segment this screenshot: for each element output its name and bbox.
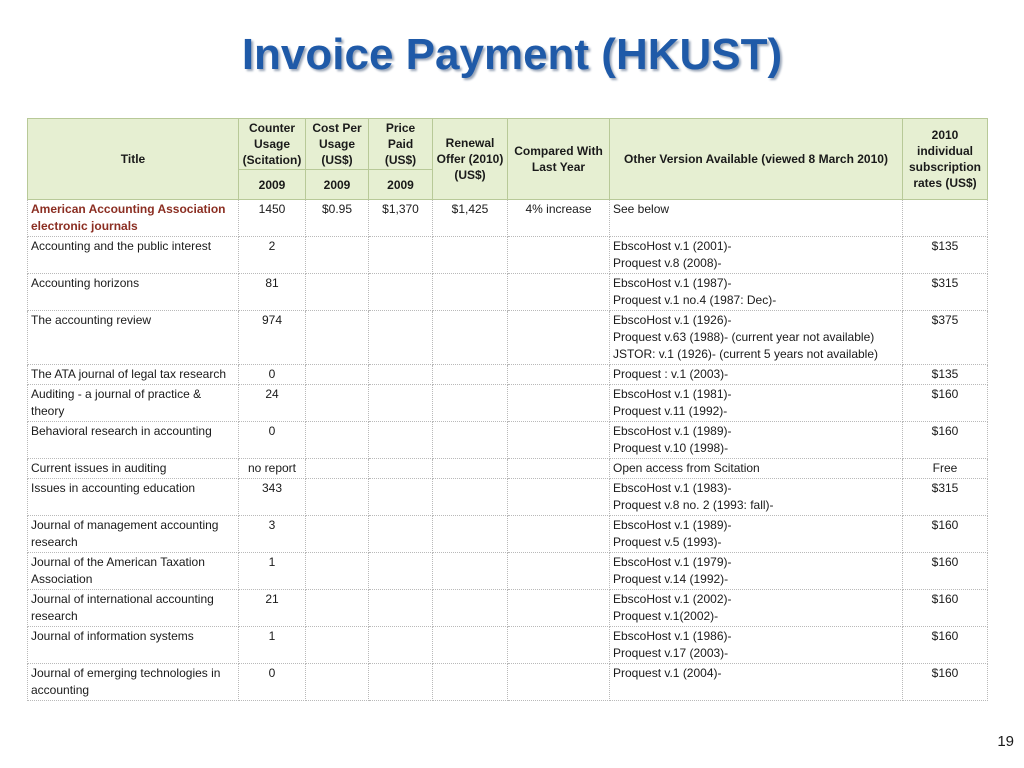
cell-counter-usage: 0: [239, 664, 306, 701]
header-cost-per-usage: Cost Per Usage (US$): [306, 119, 369, 170]
cell-cost-per-usage: [306, 459, 369, 479]
cell-renewal-offer: [433, 422, 508, 459]
cell-compared: [508, 479, 610, 516]
cell-other-version: [610, 365, 903, 385]
cell-compared: [508, 516, 610, 553]
cell-cost-per-usage: [306, 422, 369, 459]
cell-compared: [508, 590, 610, 627]
cell-other-version: [610, 422, 903, 459]
cell-renewal-offer: [433, 237, 508, 274]
cell-title: American Accounting Association electronic journals: [28, 200, 239, 237]
cell-renewal-offer: [433, 553, 508, 590]
cell-other-version: [610, 311, 903, 365]
table-row: [28, 274, 988, 311]
other-version-line: Proquest v.11 (1992)-: [613, 404, 728, 418]
header-compared: Compared With Last Year: [508, 119, 610, 200]
cell-price-paid: [369, 590, 433, 627]
other-version-line: Proquest v.1 (2004)-: [613, 666, 722, 680]
cell-compared: [508, 553, 610, 590]
cell-other-version: [610, 553, 903, 590]
cell-compared: [508, 459, 610, 479]
cell-compared: [508, 385, 610, 422]
cell-cost-per-usage: [306, 553, 369, 590]
cell-counter-usage: 0: [239, 422, 306, 459]
cell-title: Behavioral research in accounting: [28, 422, 239, 459]
cell-counter-usage: no report: [239, 459, 306, 479]
cell-rate-2010: [903, 200, 988, 237]
cell-counter-usage: 343: [239, 479, 306, 516]
other-version-line: EbscoHost v.1 (1983)-: [613, 481, 732, 495]
other-version-line: EbscoHost v.1 (1981)-: [613, 387, 732, 401]
cell-rate-2010: $135: [903, 237, 988, 274]
cell-counter-usage: 0: [239, 365, 306, 385]
cell-title: Journal of international accounting research: [28, 590, 239, 627]
cell-price-paid: [369, 479, 433, 516]
header-renewal-offer: Renewal Offer (2010) (US$): [433, 119, 508, 200]
cell-counter-usage: 81: [239, 274, 306, 311]
cell-renewal-offer: $1,425: [433, 200, 508, 237]
cell-price-paid: [369, 516, 433, 553]
cell-renewal-offer: [433, 274, 508, 311]
cell-cost-per-usage: [306, 664, 369, 701]
cell-other-version: [610, 237, 903, 274]
cell-title: Auditing - a journal of practice & theory: [28, 385, 239, 422]
cell-cost-per-usage: [306, 365, 369, 385]
cell-title: Journal of management accounting research: [28, 516, 239, 553]
other-version-line: Proquest v.1 no.4 (1987: Dec)-: [613, 293, 777, 307]
other-version-line: JSTOR: v.1 (1926)- (current 5 years not available): [613, 347, 878, 361]
cell-renewal-offer: [433, 664, 508, 701]
table-row: [28, 385, 988, 422]
cell-price-paid: [369, 553, 433, 590]
cell-price-paid: [369, 274, 433, 311]
cell-compared: [508, 664, 610, 701]
cell-title: Issues in accounting education: [28, 479, 239, 516]
cell-counter-usage: 1: [239, 553, 306, 590]
other-version-line: Proquest v.1(2002)-: [613, 609, 719, 623]
cell-cost-per-usage: [306, 237, 369, 274]
page-number: 19: [997, 733, 1014, 750]
cell-other-version: [610, 385, 903, 422]
cell-other-version: [610, 590, 903, 627]
other-version-line: Proquest v.5 (1993)-: [613, 535, 722, 549]
cell-rate-2010: $315: [903, 274, 988, 311]
cell-other-version: [610, 459, 903, 479]
table-row: [28, 516, 988, 553]
cell-rate-2010: $160: [903, 422, 988, 459]
header-price-paid: Price Paid (US$): [369, 119, 433, 170]
cell-rate-2010: $160: [903, 516, 988, 553]
cell-renewal-offer: [433, 479, 508, 516]
cell-other-version: [610, 516, 903, 553]
cell-other-version: [610, 664, 903, 701]
other-version-line: EbscoHost v.1 (1979)-: [613, 555, 732, 569]
cell-renewal-offer: [433, 590, 508, 627]
cell-cost-per-usage: $0.95: [306, 200, 369, 237]
cell-counter-usage: 24: [239, 385, 306, 422]
cell-title: Journal of emerging technologies in accounting: [28, 664, 239, 701]
cell-other-version: [610, 274, 903, 311]
cell-rate-2010: $160: [903, 590, 988, 627]
cell-price-paid: $1,370: [369, 200, 433, 237]
table-row: [28, 365, 988, 385]
cell-rate-2010: $315: [903, 479, 988, 516]
other-version-line: Proquest v.14 (1992)-: [613, 572, 729, 586]
cell-rate-2010: $135: [903, 365, 988, 385]
cell-price-paid: [369, 311, 433, 365]
header-title: Title: [28, 119, 239, 200]
other-version-line: EbscoHost v.1 (2001)-: [613, 239, 732, 253]
cell-renewal-offer: [433, 627, 508, 664]
header-counter-usage: Counter Usage (Scitation): [239, 119, 306, 170]
header-year-cost: 2009: [306, 170, 369, 200]
cell-rate-2010: $375: [903, 311, 988, 365]
cell-compared: [508, 627, 610, 664]
cell-renewal-offer: [433, 459, 508, 479]
other-version-line: Proquest : v.1 (2003)-: [613, 367, 729, 381]
cell-cost-per-usage: [306, 627, 369, 664]
cell-cost-per-usage: [306, 385, 369, 422]
cell-cost-per-usage: [306, 590, 369, 627]
cell-title: Current issues in auditing: [28, 459, 239, 479]
header-rates-2010: 2010 individual subscription rates (US$): [903, 119, 988, 200]
cell-price-paid: [369, 237, 433, 274]
cell-other-version: [610, 200, 903, 237]
table-row: [28, 459, 988, 479]
other-version-line: Proquest v.8 no. 2 (1993: fall)-: [613, 498, 774, 512]
cell-counter-usage: 2: [239, 237, 306, 274]
other-version-line: Proquest v.10 (1998)-: [613, 441, 729, 455]
table-row: [28, 664, 988, 701]
cell-price-paid: [369, 422, 433, 459]
table-body: [28, 200, 988, 701]
other-version-line: EbscoHost v.1 (1989)-: [613, 518, 732, 532]
cell-price-paid: [369, 459, 433, 479]
other-version-line: EbscoHost v.1 (1987)-: [613, 276, 732, 290]
other-version-line: EbscoHost v.1 (2002)-: [613, 592, 732, 606]
other-version-line: Proquest v.17 (2003)-: [613, 646, 729, 660]
cell-renewal-offer: [433, 385, 508, 422]
cell-title: The accounting review: [28, 311, 239, 365]
invoice-table: [27, 118, 988, 701]
cell-price-paid: [369, 385, 433, 422]
slide-title: Invoice Payment (HKUST): [241, 30, 783, 79]
other-version-line: Proquest v.63 (1988)- (current year not available): [613, 330, 875, 344]
cell-title: The ATA journal of legal tax research: [28, 365, 239, 385]
cell-title: Journal of information systems: [28, 627, 239, 664]
cell-price-paid: [369, 365, 433, 385]
cell-compared: 4% increase: [508, 200, 610, 237]
cell-renewal-offer: [433, 311, 508, 365]
other-version-line: See below: [613, 202, 670, 216]
cell-rate-2010: Free: [903, 459, 988, 479]
cell-price-paid: [369, 664, 433, 701]
table-row: [28, 627, 988, 664]
header-year-price: 2009: [369, 170, 433, 200]
table-row: [28, 200, 988, 237]
cell-compared: [508, 274, 610, 311]
cell-renewal-offer: [433, 365, 508, 385]
other-version-line: EbscoHost v.1 (1989)-: [613, 424, 732, 438]
cell-other-version: [610, 627, 903, 664]
cell-title: Journal of the American Taxation Association: [28, 553, 239, 590]
cell-counter-usage: 1: [239, 627, 306, 664]
cell-rate-2010: $160: [903, 385, 988, 422]
cell-title: Accounting and the public interest: [28, 237, 239, 274]
cell-cost-per-usage: [306, 516, 369, 553]
table-row: [28, 237, 988, 274]
header-year-counter: 2009: [239, 170, 306, 200]
cell-counter-usage: 21: [239, 590, 306, 627]
table-row: [28, 311, 988, 365]
cell-cost-per-usage: [306, 479, 369, 516]
cell-cost-per-usage: [306, 311, 369, 365]
cell-title: Accounting horizons: [28, 274, 239, 311]
cell-rate-2010: $160: [903, 553, 988, 590]
cell-compared: [508, 311, 610, 365]
other-version-line: EbscoHost v.1 (1926)-: [613, 313, 732, 327]
table-row: [28, 422, 988, 459]
cell-cost-per-usage: [306, 274, 369, 311]
table-row: [28, 553, 988, 590]
cell-counter-usage: 3: [239, 516, 306, 553]
other-version-line: Proquest v.8 (2008)-: [613, 256, 722, 270]
cell-renewal-offer: [433, 516, 508, 553]
cell-rate-2010: $160: [903, 664, 988, 701]
cell-rate-2010: $160: [903, 627, 988, 664]
cell-counter-usage: 974: [239, 311, 306, 365]
cell-compared: [508, 365, 610, 385]
table-row: [28, 590, 988, 627]
header-other-version: Other Version Available (viewed 8 March 2010): [610, 119, 903, 200]
cell-other-version: [610, 479, 903, 516]
table-row: [28, 479, 988, 516]
cell-compared: [508, 237, 610, 274]
cell-price-paid: [369, 627, 433, 664]
cell-compared: [508, 422, 610, 459]
other-version-line: EbscoHost v.1 (1986)-: [613, 629, 732, 643]
other-version-line: Open access from Scitation: [613, 461, 760, 475]
cell-counter-usage: 1450: [239, 200, 306, 237]
